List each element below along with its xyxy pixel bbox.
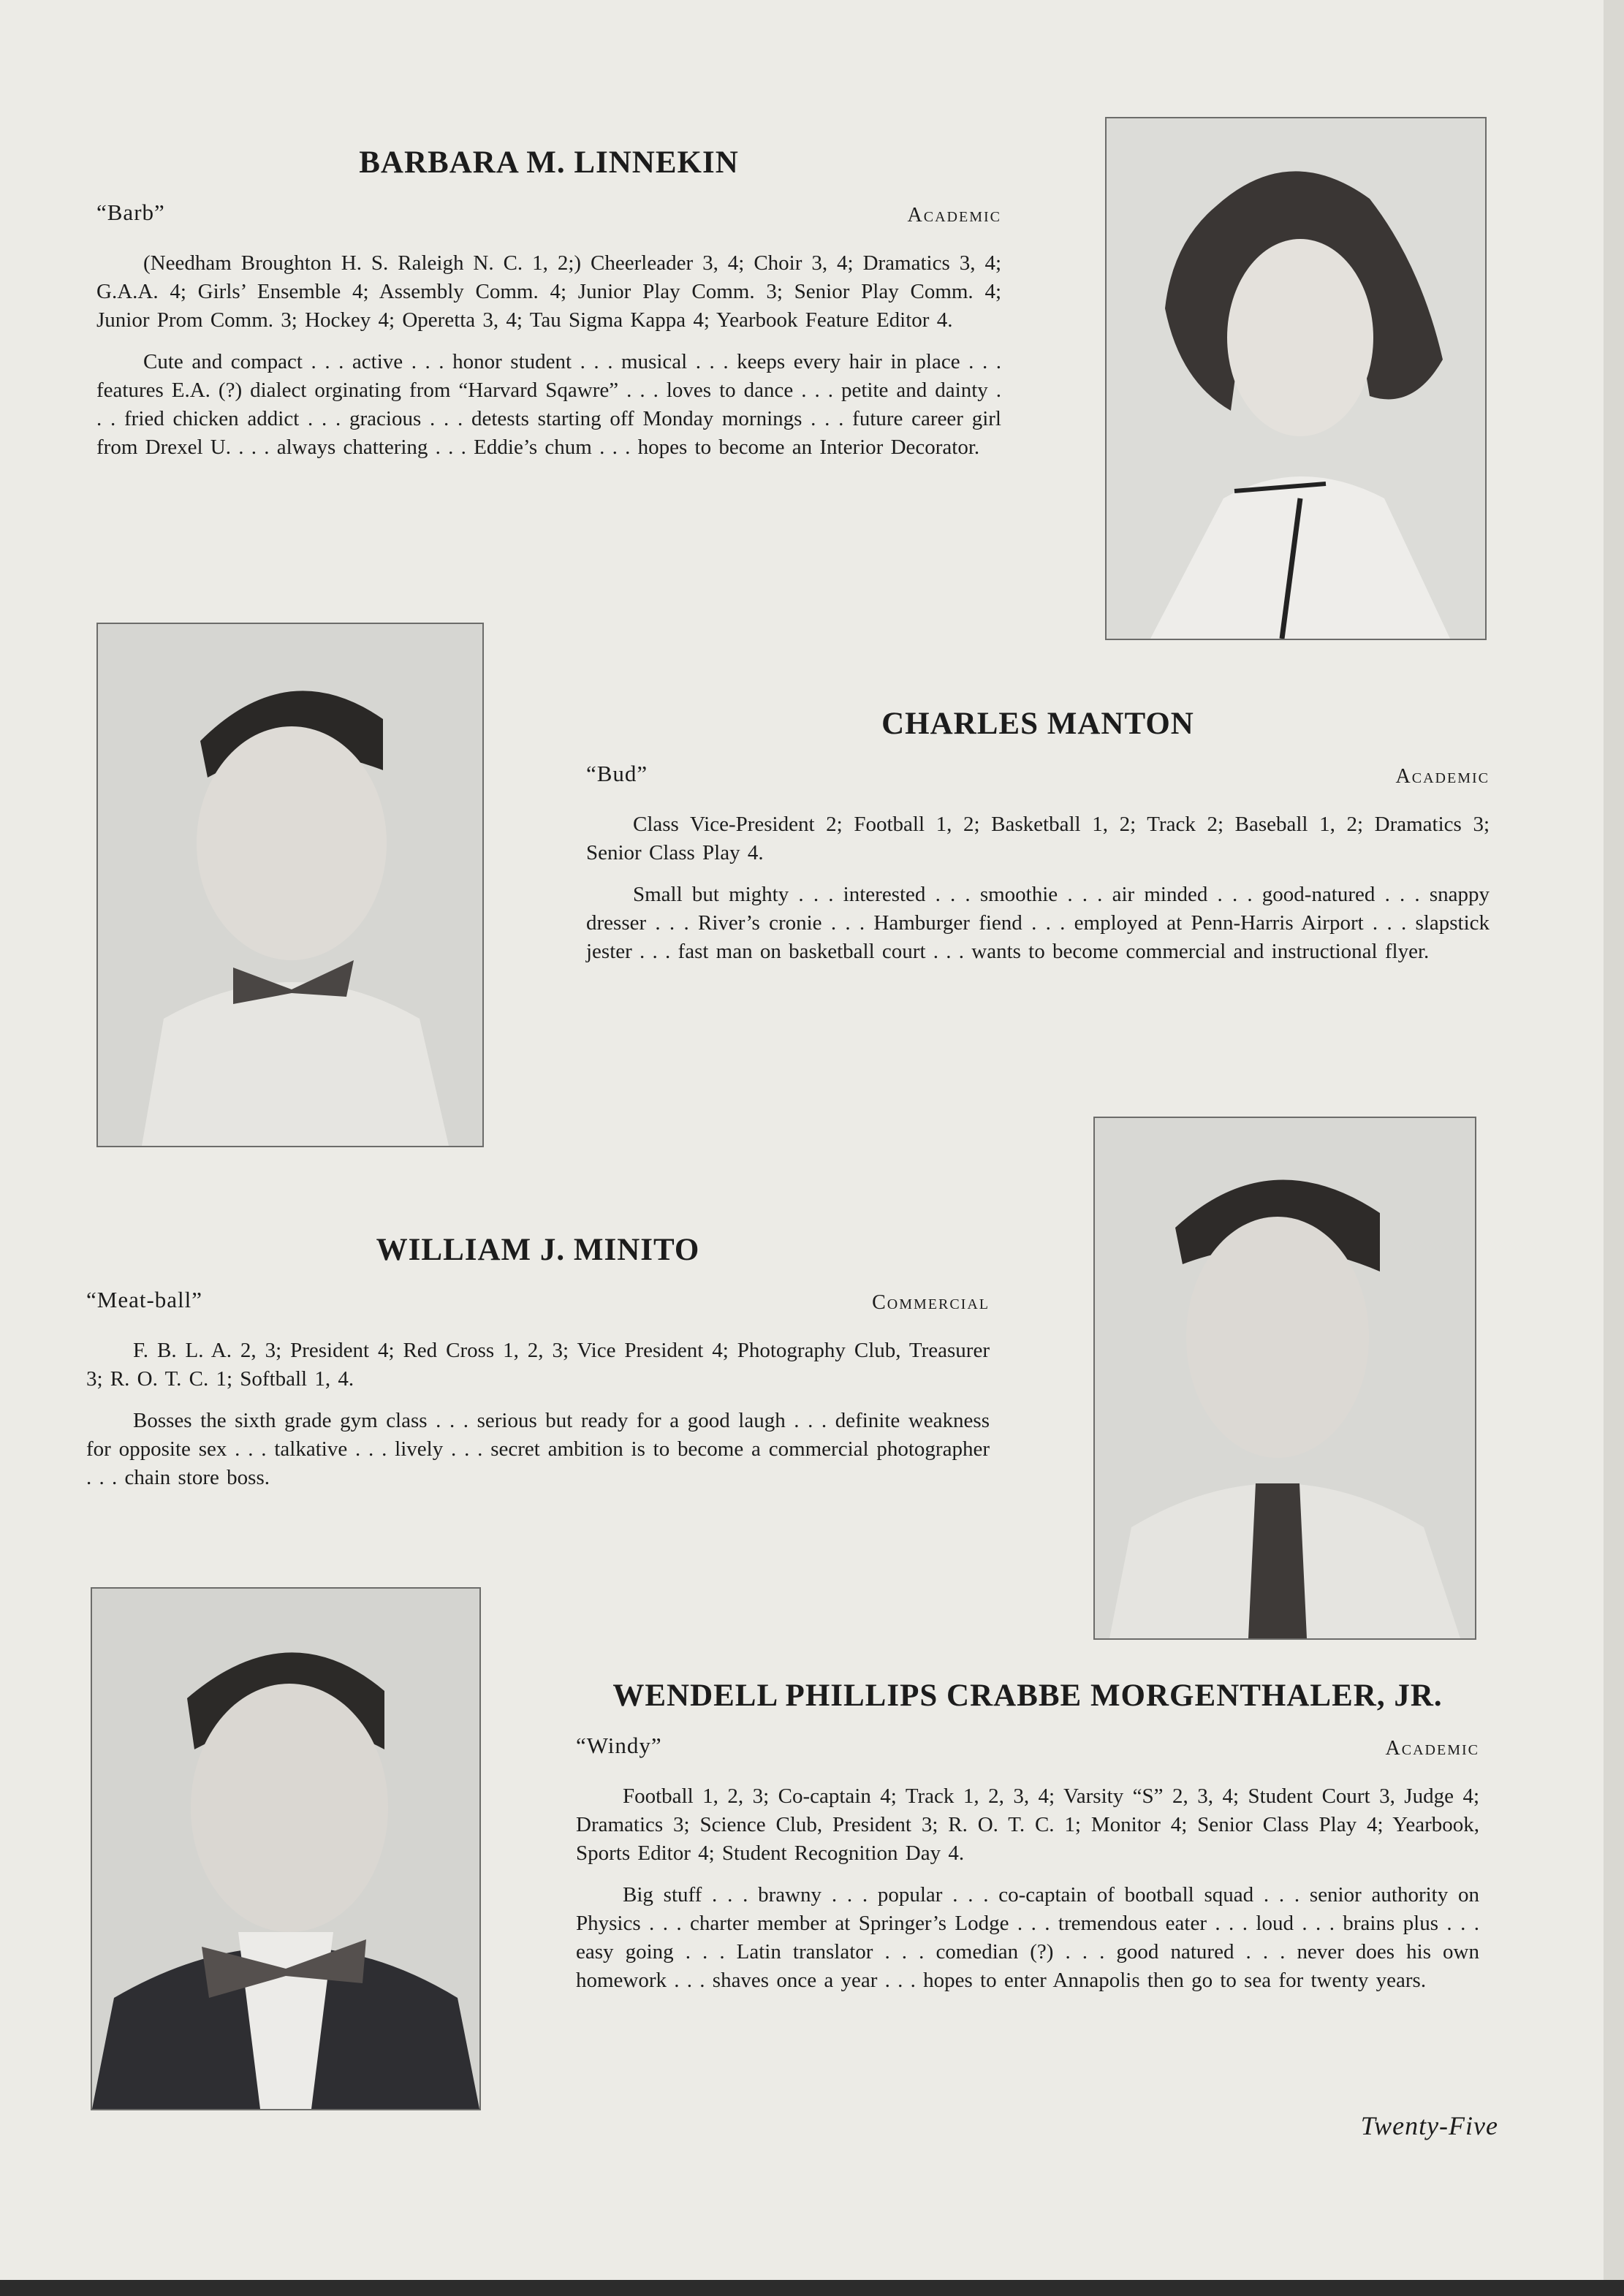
student-activities: Class Vice-President 2; Football 1, 2; Basketball 1, 2; Track 2; Baseball 1, 2; Dramatics 3; Senior Class Play 4. — [586, 813, 1490, 864]
page-edge-shadow — [1604, 0, 1624, 2296]
page-number: Twenty-Five — [1360, 2111, 1498, 2140]
student-name: WILLIAM J. MINITO — [376, 1233, 700, 1267]
student-entry-morgenthaler — [576, 1678, 1479, 2008]
bottom-scan-edge — [0, 2280, 1624, 2296]
student-activities: (Needham Broughton H. S. Raleigh N. C. 1, 2;) Cheerleader 3, 4; Choir 3, 4; Dramatics 3, 4; G.A.A. 4; Girls’ Ensemble 4; Assembly Comm. 4; Junior Play Comm. 3; Senior Play Comm. 4; Junior Prom Comm. 3; Hockey 4; Operetta 3, 4; Tau Sigma Kappa 4; Yearbook Feature Editor 4. — [96, 251, 1001, 332]
student-name: CHARLES MANTON — [881, 707, 1194, 741]
student-description: Small but mighty . . . interested . . . smoothie . . . air minded . . . good-natured . . . snappy dresser . . . River’s cronie . . . Hamburger fiend . . . employed at Penn-Harris Airport . . . slapstick jester . . . fast man on basketball court . . . wants to become commercial and instructional flyer. — [586, 883, 1490, 963]
portrait-photo-linnekin — [1105, 117, 1487, 640]
student-nickname: “Barb” — [96, 199, 165, 225]
portrait-photo-morgenthaler — [91, 1587, 481, 2110]
student-course: Academic — [907, 204, 1001, 227]
student-course: Academic — [1385, 1737, 1479, 1760]
student-course: Commercial — [872, 1291, 990, 1314]
portrait-photo-manton — [96, 623, 484, 1147]
student-activities: Football 1, 2, 3; Co-captain 4; Track 1, 2, 3, 4; Varsity “S” 2, 3, 4; Student Court 3, Judge 4; Dramatics 3; Science Club, President 3; R. O. T. C. 1; Monitor 4; Senior Class Play 4; Yearbook, Sports Editor 4; Student Recognition Day 4. — [576, 1784, 1479, 1865]
student-activities: F. B. L. A. 2, 3; President 4; Red Cross 1, 2, 3; Vice President 4; Photography Club, Treasurer 3; R. O. T. C. 1; Softball 1, 4. — [86, 1339, 990, 1391]
student-nickname: “Windy” — [576, 1733, 662, 1758]
student-description: Big stuff . . . brawny . . . popular . . . co-captain of bootball squad . . . senior authority on Physics . . . charter member at Springer’s Lodge . . . tremendous eater . . . loud . . . brains plus . . . easy going . . . Latin translator . . . comedian (?) . . . good natured . . . never does his own homework . . . shaves once a year . . . hopes to enter Annapolis then go to sea for twenty years. — [576, 1883, 1479, 1992]
student-entry-linnekin — [96, 145, 1001, 475]
student-nickname: “Bud” — [586, 761, 648, 786]
portrait-photo-minito — [1093, 1117, 1476, 1640]
student-entry-minito — [86, 1232, 990, 1505]
student-nickname: “Meat-ball” — [86, 1287, 203, 1312]
student-name: WENDELL PHILLIPS CRABBE MORGENTHALER, JR. — [612, 1679, 1443, 1713]
student-course: Academic — [1395, 765, 1490, 788]
student-name: BARBARA M. LINNEKIN — [359, 145, 739, 180]
student-entry-manton — [586, 706, 1490, 979]
student-description: Bosses the sixth grade gym class . . . serious but ready for a good laugh . . . definite weakness for opposite sex . . . talkative . . . lively . . . secret ambition is to become a commercial photographer . . . chain store boss. — [86, 1409, 990, 1489]
student-description: Cute and compact . . . active . . . honor student . . . musical . . . keeps every hair in place . . . features E.A. (?) dialect orginating from “Harvard Sqawre” . . . loves to dance . . . petite and dainty . . . fried chicken addict . . . gracious . . . detests starting off Monday mornings . . . future career girl from Drexel U. . . . always chattering . . . Eddie’s chum . . . hopes to become an Interior Decorator. — [96, 350, 1001, 459]
